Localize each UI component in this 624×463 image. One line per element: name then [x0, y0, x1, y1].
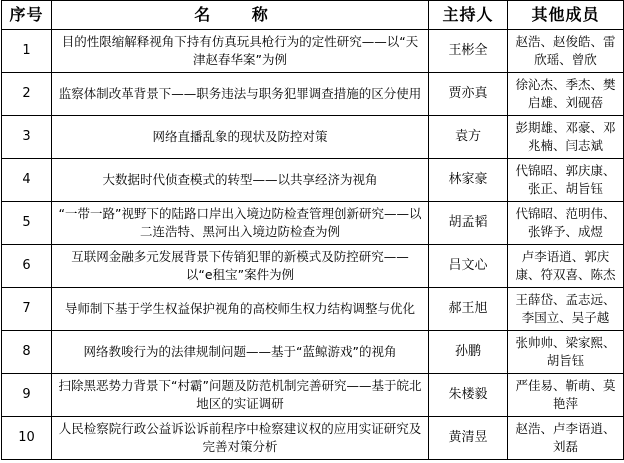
row-members: 张帅帅、梁家熙、胡旨钰: [508, 331, 624, 374]
row-members: 彭期雄、邓豪、邓兆楠、闫志斌: [508, 116, 624, 159]
row-members: 代锦昭、郭庆康、张正、胡旨钰: [508, 159, 624, 202]
row-seq: 9: [2, 374, 52, 417]
row-host: 贾亦真: [429, 73, 508, 116]
row-host: 林家豪: [429, 159, 508, 202]
row-title: “一带一路”视野下的陆路口岸出入境边防检查管理创新研究——以二连浩特、黑河出入境边防检查为例: [52, 202, 429, 245]
row-members: 王薛岱、孟志远、李国立、吴子越: [508, 288, 624, 331]
table-row: [2, 374, 624, 417]
row-title: 目的性限缩解释视角下持有仿真玩具枪行为的定性研究——以“天津赵春华案”为例: [52, 30, 429, 73]
row-members: 赵浩、卢李语逍、刘磊: [508, 417, 624, 460]
row-members: 代锦昭、范明伟、张铧予、成煜: [508, 202, 624, 245]
table-header-row: [2, 1, 624, 30]
row-title: 人民检察院行政公益诉讼诉前程序中检察建议权的应用实证研究及完善对策分析: [52, 417, 429, 460]
row-host: 朱楼毅: [429, 374, 508, 417]
row-seq: 1: [2, 30, 52, 73]
header-seq: 序号: [2, 1, 52, 30]
header-members: 其他成员: [508, 1, 624, 30]
table-row: [2, 245, 624, 288]
row-seq: 10: [2, 417, 52, 460]
table-row: [2, 331, 624, 374]
row-title: 大数据时代侦查模式的转型——以共享经济为视角: [52, 159, 429, 202]
row-members: 卢李语逍、郭庆康、符双喜、陈杰: [508, 245, 624, 288]
row-host: 黄清昱: [429, 417, 508, 460]
row-seq: 5: [2, 202, 52, 245]
row-members: 徐沁杰、季杰、樊启雄、刘砚蓓: [508, 73, 624, 116]
row-title: 监察体制改革背景下——职务违法与职务犯罪调查措施的区分使用: [52, 73, 429, 116]
table-row: [2, 288, 624, 331]
table-row: [2, 116, 624, 159]
row-title: 扫除黑恶势力背景下“村霸”问题及防范机制完善研究——基于皖北地区的实证调研: [52, 374, 429, 417]
row-title: 互联网金融多元发展背景下传销犯罪的新模式及防控研究——以“e租宝”案件为例: [52, 245, 429, 288]
row-seq: 7: [2, 288, 52, 331]
row-seq: 4: [2, 159, 52, 202]
table-row: [2, 30, 624, 73]
table-row: [2, 73, 624, 116]
row-seq: 3: [2, 116, 52, 159]
header-name: 名 称: [52, 1, 429, 30]
row-members: 严佳易、靳萌、莫艳萍: [508, 374, 624, 417]
row-title: 导师制下基于学生权益保护视角的高校师生权力结构调整与优化: [52, 288, 429, 331]
row-title: 网络直播乱象的现状及防控对策: [52, 116, 429, 159]
header-host: 主持人: [429, 1, 508, 30]
row-title: 网络教唆行为的法律规制问题——基于“蓝鲸游戏”的视角: [52, 331, 429, 374]
row-host: 王彬全: [429, 30, 508, 73]
row-host: 孙鹏: [429, 331, 508, 374]
row-seq: 6: [2, 245, 52, 288]
row-seq: 2: [2, 73, 52, 116]
row-host: 吕文心: [429, 245, 508, 288]
projects-table: [1, 0, 624, 460]
table-row: [2, 159, 624, 202]
row-members: 赵浩、赵俊皓、雷欣瑶、曾欣: [508, 30, 624, 73]
row-host: 郝王旭: [429, 288, 508, 331]
table-row: [2, 202, 624, 245]
row-host: 胡孟韬: [429, 202, 508, 245]
row-seq: 8: [2, 331, 52, 374]
table-row: [2, 417, 624, 460]
row-host: 袁方: [429, 116, 508, 159]
